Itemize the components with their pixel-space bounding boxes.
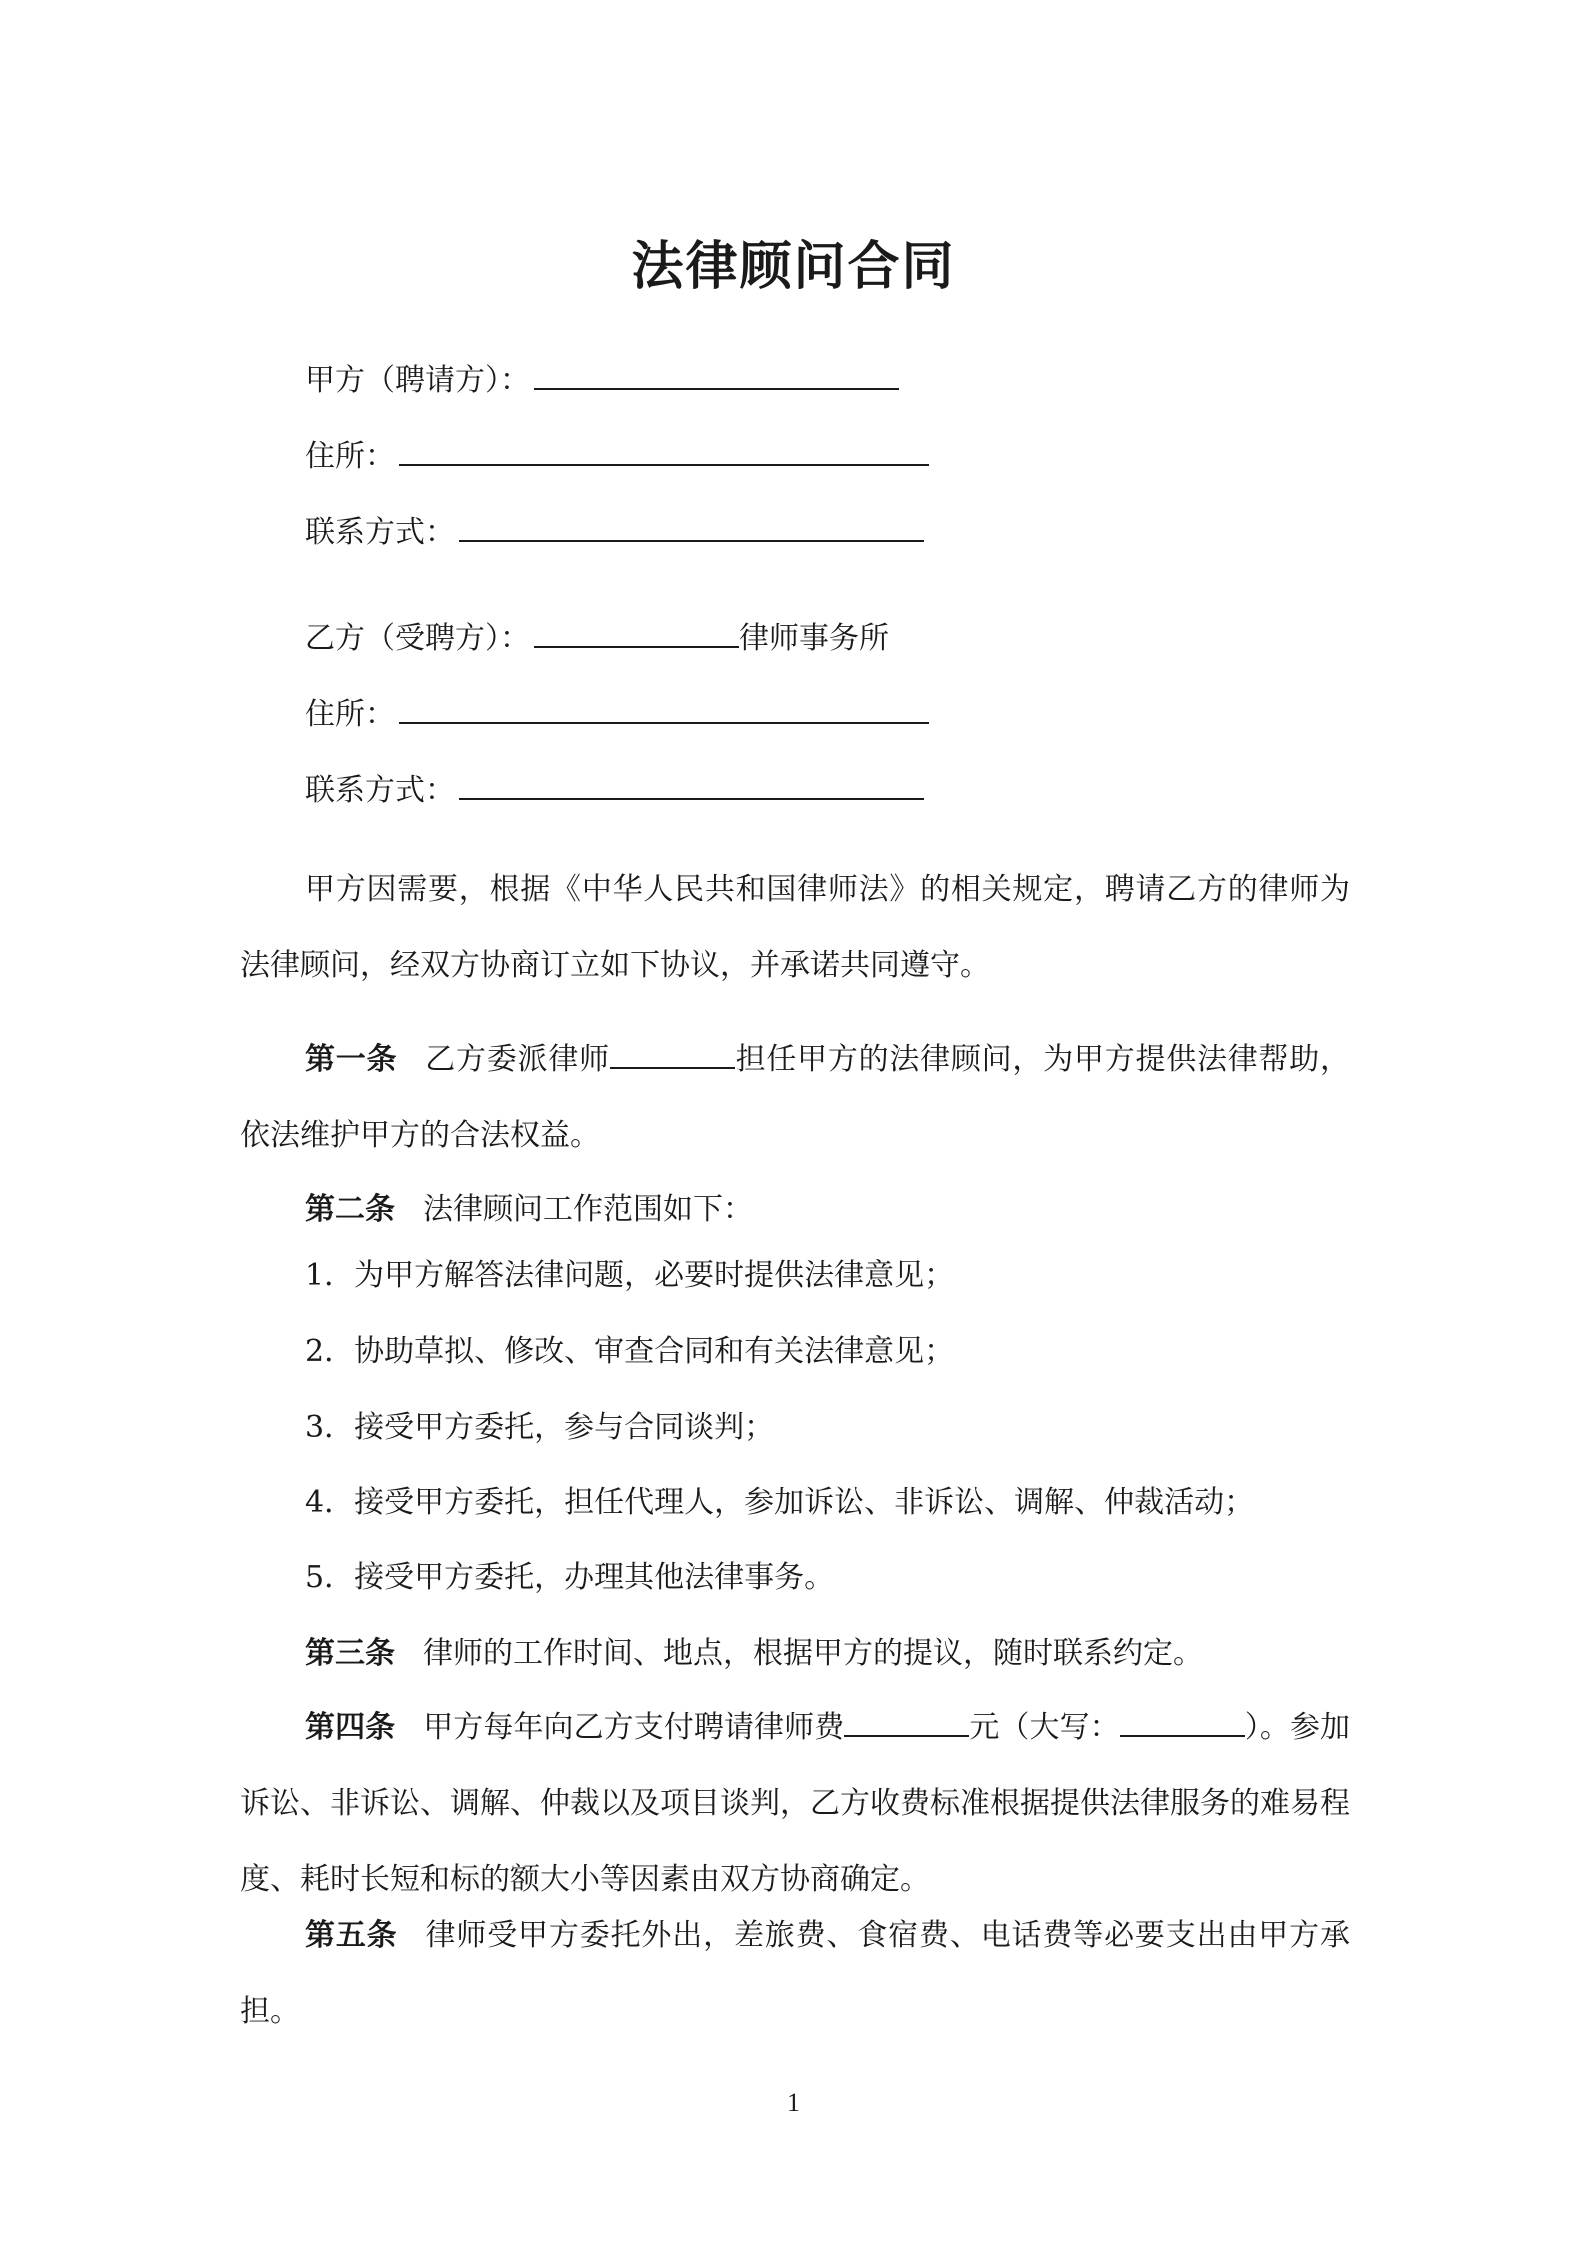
- party-b-suffix: 律师事务所: [739, 621, 889, 656]
- article-4-text-mid: 元（大写：: [969, 1710, 1120, 1745]
- party-a-contact-line: [305, 508, 924, 555]
- article-4: [240, 1690, 1350, 1918]
- article-1-heading: 第一条: [305, 1042, 398, 1077]
- party-a-address-label: 住所：: [305, 439, 395, 474]
- fee-amount-words-blank[interactable]: [1120, 1703, 1245, 1737]
- document-title: 法律顾问合同: [631, 236, 956, 297]
- article-4-heading: 第四条: [305, 1710, 396, 1745]
- article-3: [240, 1616, 1350, 1692]
- article-4-text-after: ）。参加诉讼、非诉讼、调解、仲裁以及项目谈判，乙方收费标准根据提供法律服务的难易程度、耗时长短和标的额大小等因素由双方协商确定。: [240, 1710, 1351, 1897]
- article-4-text-before: 甲方每年向乙方支付聘请律师费: [423, 1710, 845, 1745]
- party-b-name-blank[interactable]: [534, 614, 739, 648]
- list-item: 2．协助草拟、修改、审查合同和有关法律意见；: [305, 1334, 955, 1369]
- party-a-contact-label: 联系方式：: [305, 515, 455, 550]
- party-a-label: 甲方（聘请方）：: [305, 363, 530, 398]
- article-2-text: 法律顾问工作范围如下：: [423, 1192, 753, 1227]
- preamble-paragraph: 甲方因需要，根据《中华人民共和国律师法》的相关规定，聘请乙方的律师为法律顾问，经双方协商订立如下协议，并承诺共同遵守。: [240, 872, 1350, 983]
- list-item: 4．接受甲方委托，担任代理人，参加诉讼、非诉讼、调解、仲裁活动；: [305, 1485, 1255, 1520]
- page-number: 1: [787, 2088, 800, 2117]
- party-b-address-blank[interactable]: [399, 690, 929, 724]
- article-5-heading: 第五条: [305, 1918, 398, 1953]
- lawyer-name-blank[interactable]: [610, 1035, 735, 1069]
- article-3-text: 律师的工作时间、地点，根据甲方的提议，随时联系约定。: [423, 1636, 1203, 1671]
- party-a-line: [305, 356, 899, 403]
- article-1-text-before: 乙方委派律师: [425, 1042, 610, 1077]
- article-2: [240, 1172, 1350, 1248]
- article-5-text: 律师受甲方委托外出，差旅费、食宿费、电话费等必要支出由甲方承担。: [240, 1918, 1350, 2029]
- party-b-contact-label: 联系方式：: [305, 773, 455, 808]
- party-b-contact-blank[interactable]: [459, 766, 924, 800]
- fee-amount-blank[interactable]: [844, 1703, 969, 1737]
- article-1-text-after: 担任甲方的法律顾问，为甲方提供法律帮助，依法维护甲方的合法权益。: [240, 1042, 1351, 1153]
- article-5: [240, 1898, 1350, 2050]
- party-a-address-line: [305, 432, 929, 479]
- party-b-label: 乙方（受聘方）：: [305, 621, 530, 656]
- list-item: 3．接受甲方委托，参与合同谈判；: [305, 1410, 775, 1445]
- party-b-contact-line: [305, 766, 924, 813]
- list-item: 1．为甲方解答法律问题，必要时提供法律意见；: [305, 1258, 955, 1293]
- party-a-address-blank[interactable]: [399, 432, 929, 466]
- article-2-heading: 第二条: [305, 1192, 395, 1227]
- party-b-line: [305, 614, 889, 661]
- article-1: [240, 1022, 1350, 1174]
- party-b-address-line: [305, 690, 929, 737]
- article-3-heading: 第三条: [305, 1636, 395, 1671]
- party-b-address-label: 住所：: [305, 697, 395, 732]
- list-item: 5．接受甲方委托，办理其他法律事务。: [305, 1560, 835, 1595]
- party-a-contact-blank[interactable]: [459, 508, 924, 542]
- party-a-name-blank[interactable]: [534, 356, 899, 390]
